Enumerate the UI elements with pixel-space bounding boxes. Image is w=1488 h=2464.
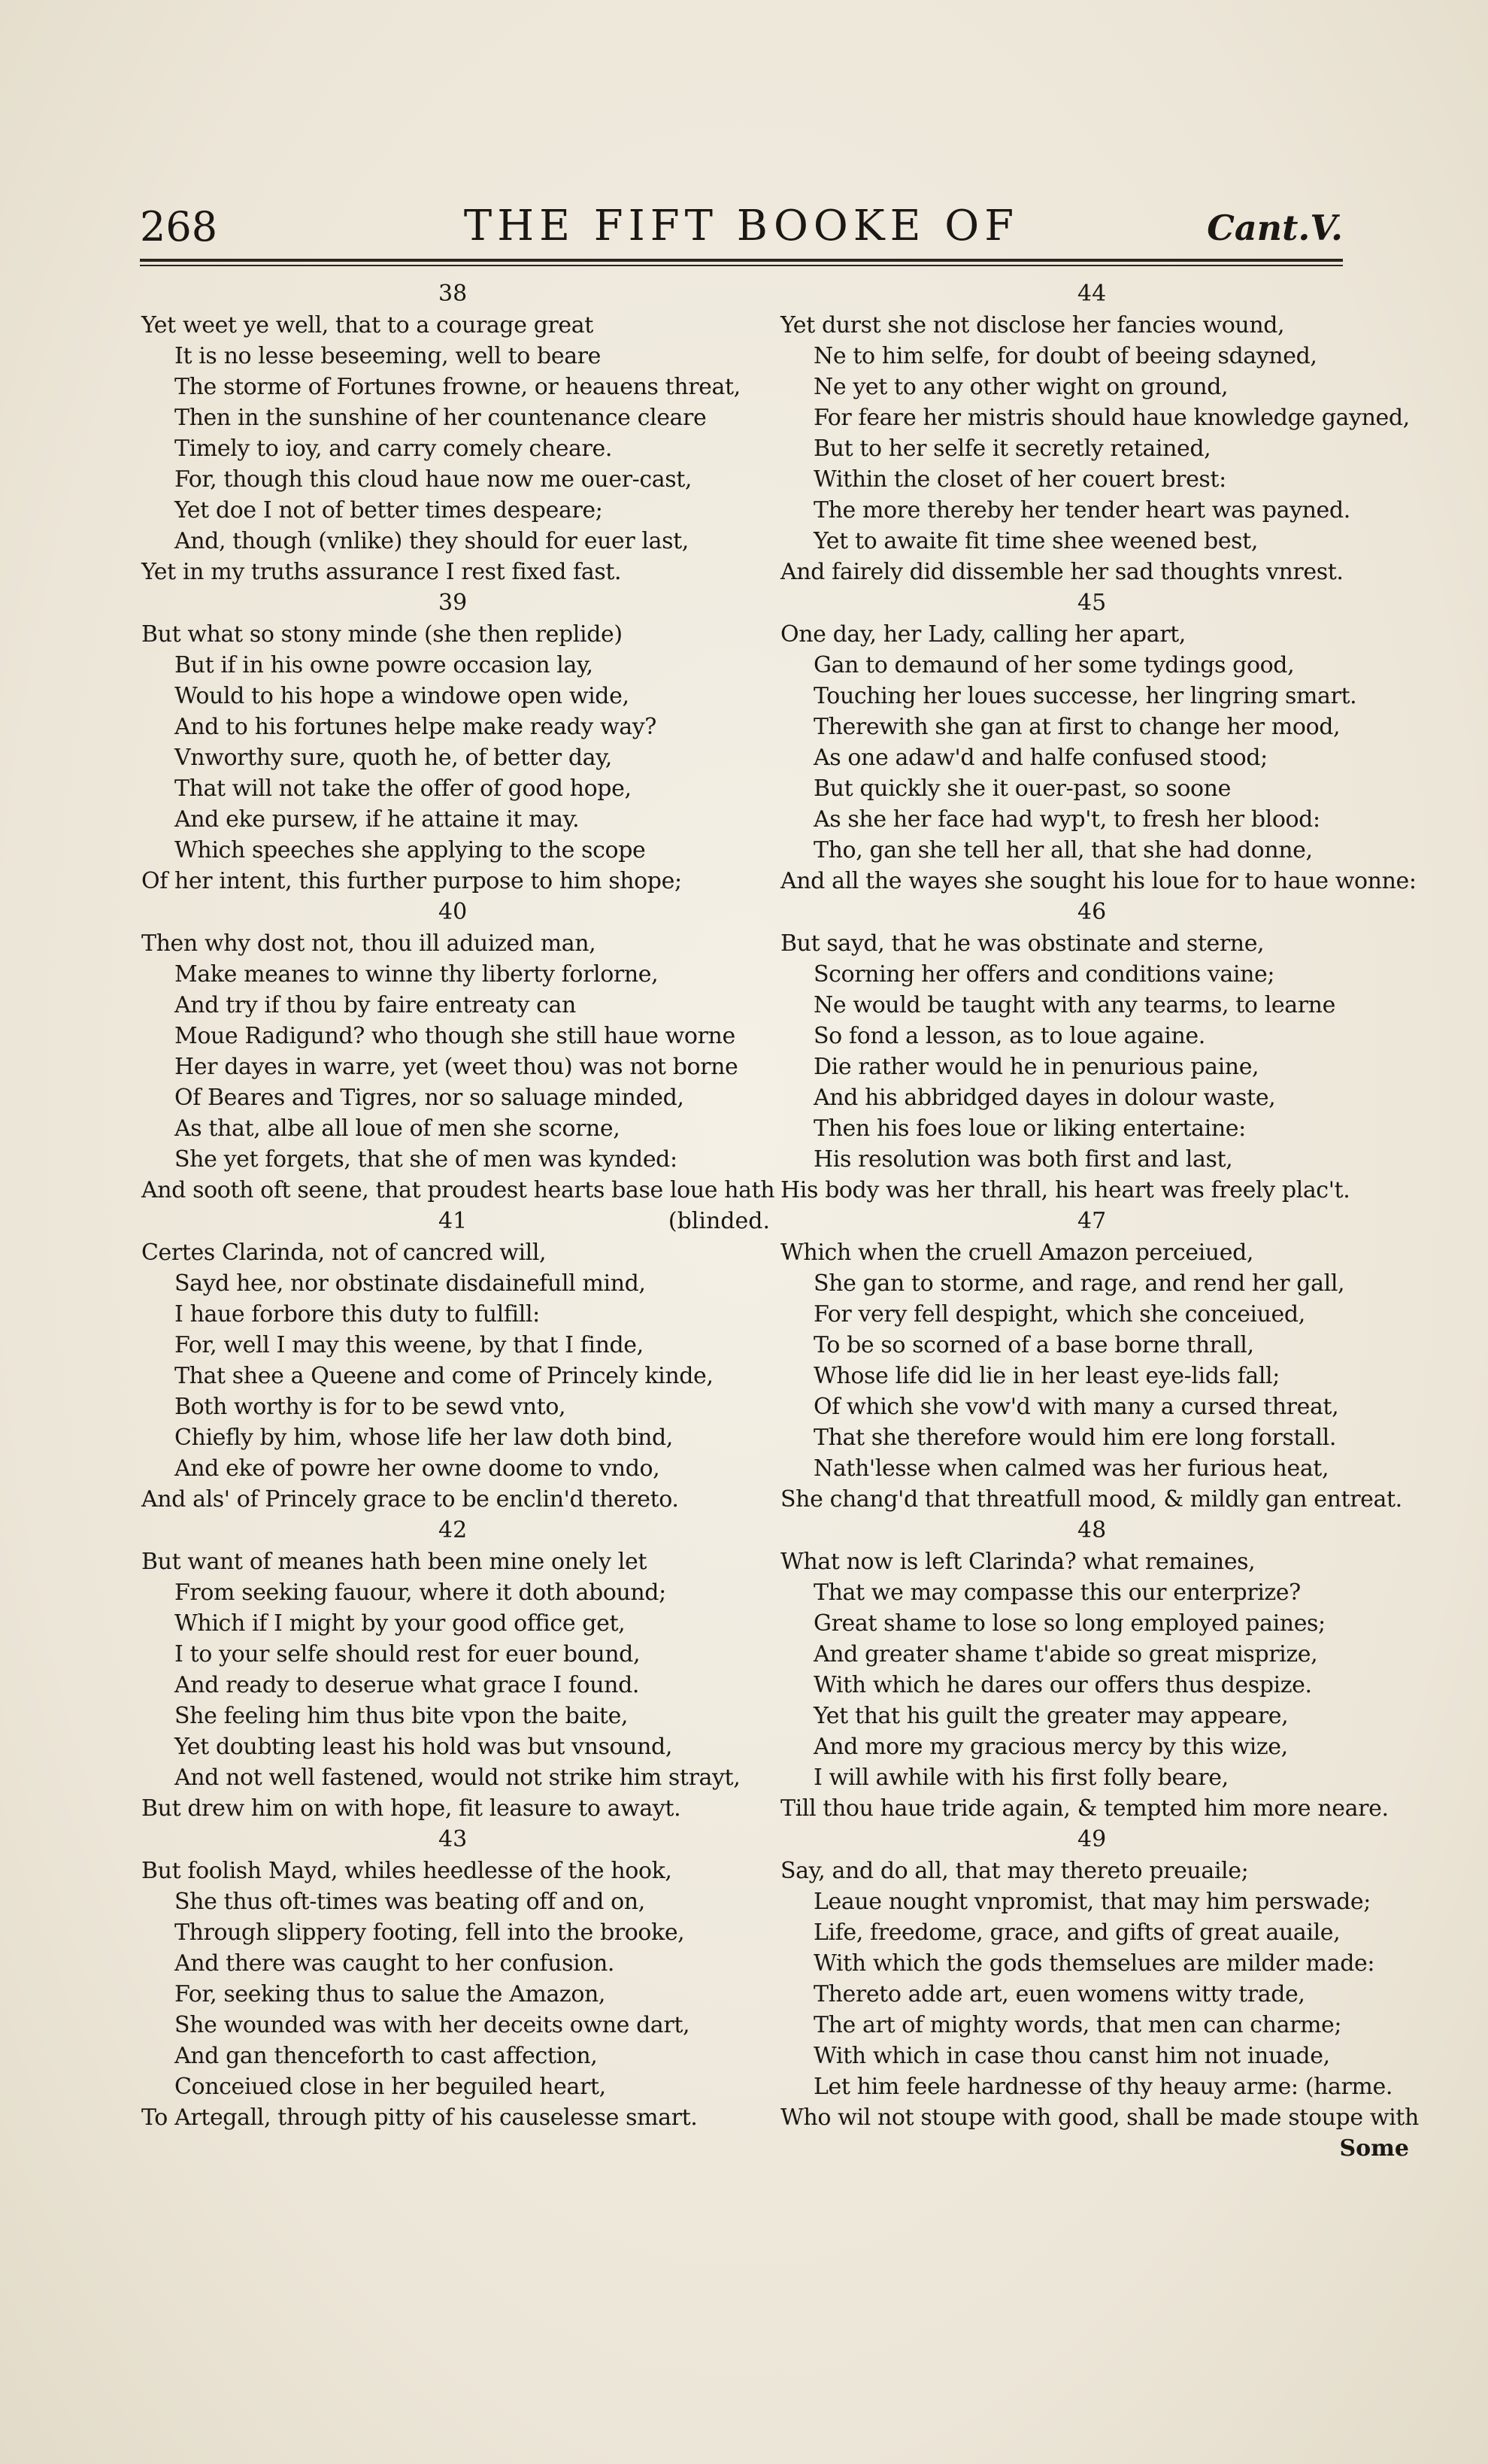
verse-line: Whose life did lie in her least eye-lids fall; [814,1363,1280,1389]
turnover-text: (blinded. [668,1208,770,1234]
verse-line: But sayd, that he was obstinate and sterne, [780,930,1265,957]
verse-line: Conceiued close in her beguiled heart, [174,2074,606,2100]
verse-line: And there was caught to her confusion. [174,1950,615,1977]
stanza-number-text: 38 [438,281,468,307]
verse-line: I will awhile with his first folly beare, [814,1765,1229,1791]
verse-line: For, well I may this weene, by that I finde, [174,1332,644,1358]
verse-line: Die rather would he in penurious paine, [814,1054,1259,1080]
verse-line: Nath'lesse when calmed was her furious heat, [814,1455,1329,1482]
verse-line: Which speeches she applying to the scope [174,837,646,863]
verse-line: And gan thenceforth to cast affection, [174,2043,598,2069]
verse-line: Moue Radigund? who though she still haue worne [174,1023,735,1049]
verse-line: Her dayes in warre, yet (weet thou) was not borne [174,1054,738,1080]
verse-line: It is no lesse beseeming, well to beare [174,343,601,369]
stanza [141,1515,773,1824]
verse-line: One day, her Lady, calling her apart, [780,621,1186,648]
verse-line: As one adaw'd and halfe confused stood; [814,745,1268,771]
verse-line: And fairely did dissemble her sad thoughts vnrest. [780,559,1344,585]
stanza [780,1206,1412,1515]
verse-line: Great shame to lose so long employed paines; [814,1610,1326,1637]
verse-line: Yet doe I not of better times despeare; [174,497,603,523]
verse-line: For, though this cloud haue now me ouer-cast, [174,466,692,493]
header-rule-thin [140,265,1343,266]
verse-line: Timely to ioy, and carry comely cheare. [174,435,612,462]
verse-line: And als' of Princely grace to be enclin'd thereto. [141,1486,679,1513]
verse-line: She chang'd that threatfull mood, & mildly gan entreat. [780,1486,1402,1513]
stanza [141,897,773,1206]
verse-line: She gan to storme, and rage, and rend her gall, [814,1270,1345,1297]
verse-line: With which he dares our offers thus despize. [814,1672,1312,1698]
verse-line: Who wil not stoupe with good, shall be made stoupe with [780,2104,1419,2131]
verse-line: But if in his owne powre occasion lay, [174,652,593,678]
verse-line: Scorning her offers and conditions vaine; [814,961,1275,988]
verse-line: That she therefore would him ere long forstall. [814,1425,1337,1451]
stanza-number [780,1515,1412,1546]
verse-line: I to your selfe should rest for euer bound, [174,1641,641,1667]
stanza [780,1824,1419,2133]
verse-line: Then in the sunshine of her countenance cleare [174,405,707,431]
verse-line: And not well fastened, would not strike him strayt, [174,1765,741,1791]
verse-line: The storme of Fortunes frowne, or heauens threat, [174,374,741,400]
verse-line: As that, albe all loue of men she scorne, [174,1115,620,1142]
stanza [141,1824,773,2133]
verse-line: Then his foes loue or liking entertaine: [814,1115,1246,1142]
verse-line: Make meanes to winne thy liberty forlorne, [174,961,659,988]
stanza [141,278,773,587]
verse-line: She thus oft-times was beating off and on, [174,1889,645,1915]
verse-line: And eke pursew, if he attaine it may. [174,806,580,833]
verse-line: Let him feele hardnesse of thy heauy arme: (harme. [814,2074,1393,2100]
verse-line: Leaue nought vnpromist, that may him perswade; [814,1889,1371,1915]
verse-line: Which when the cruell Amazon perceiued, [780,1240,1254,1266]
verse-line: As she her face had wyp't, to fresh her blood: [814,806,1320,833]
stanza [141,587,773,897]
verse-line: Yet durst she not disclose her fancies wound, [780,312,1285,338]
verse-line: Ne to him selfe, for doubt of beeing sdayned, [814,343,1317,369]
verse-line: The art of mighty words, that men can charme; [814,2012,1342,2038]
verse-line: Of which she vow'd with many a cursed threat, [814,1394,1339,1420]
stanza-number [141,278,773,310]
running-title: THE FIFT BOOKE OF [463,202,1020,250]
verse-line: Chiefly by him, whose life her law doth bind, [174,1425,673,1451]
verse-line: Of Beares and Tigres, nor so saluage minded, [174,1085,684,1111]
verse-line: And ready to deserue what grace I found. [174,1672,640,1698]
verse-line: Ne yet to any other wight on ground, [814,374,1229,400]
verse-line: With which in case thou canst him not inuade, [814,2043,1330,2069]
stanza-number-text: 45 [1077,590,1107,616]
stanza-number-text: 39 [438,590,468,616]
verse-line: For feare her mistris should haue knowledge gayned, [814,405,1410,431]
verse-line: Life, freedome, grace, and gifts of great auaile, [814,1919,1341,1946]
verse-line: But quickly she it ouer-past, so soone [814,775,1231,802]
stanza-number-text: 42 [438,1517,468,1543]
verse-line: And all the wayes she sought his loue for to haue wonne: [780,868,1417,894]
verse-line: Yet that his guilt the greater may appeare, [814,1703,1289,1729]
stanza-number [141,587,773,619]
verse-line: Say, and do all, that may thereto preuaile; [780,1858,1249,1884]
verse-line: Both worthy is for to be sewd vnto, [174,1394,566,1420]
stanza-number-text: 49 [1077,1826,1107,1853]
verse-line: Sayd hee, nor obstinate disdainefull mind, [174,1270,646,1297]
verse-line: Thereto adde art, euen womens witty trade, [814,1981,1305,2007]
stanza-number-text: 41 [438,1208,468,1234]
verse-line: And more my gracious mercy by this wize, [814,1734,1288,1760]
verse-line: For, seeking thus to salue the Amazon, [174,1981,606,2007]
verse-line: Yet doubting least his hold was but vnsound, [174,1734,672,1760]
verse-line: She feeling him thus bite vpon the baite, [174,1703,629,1729]
right-column [780,278,1419,2165]
stanza-number-text: 43 [438,1826,468,1853]
stanza-number [780,1824,1412,1856]
verse-line: To Artegall, through pitty of his causelesse smart. [141,2104,698,2131]
verse-line: Certes Clarinda, not of cancred will, [141,1240,547,1266]
verse-line: Touching her loues successe, her lingring smart. [814,683,1357,709]
stanza-number-text: 48 [1077,1517,1107,1543]
verse-line: Then why dost not, thou ill aduized man, [141,930,596,957]
verse-line: That we may compasse this our enterprize? [814,1579,1301,1606]
verse-line: Yet in my truths assurance I rest fixed fast. [141,559,622,585]
verse-line: So fond a lesson, as to loue againe. [814,1023,1205,1049]
verse-line: That will not take the offer of good hope, [174,775,632,802]
verse-line: And to his fortunes helpe make ready way? [174,714,656,740]
verse-line: The more thereby her tender heart was payned. [814,497,1350,523]
stanza-number-text: 46 [1077,899,1107,925]
verse-line: Would to his hope a windowe open wide, [174,683,629,709]
verse-line: And greater shame t'abide so great misprize, [814,1641,1318,1667]
verse-line: She wounded was with her deceits owne dart, [174,2012,690,2038]
verse-line: Ne would be taught with any tearms, to learne [814,992,1335,1018]
left-column [141,278,773,2133]
verse-line: Of her intent, this further purpose to him shope; [141,868,682,894]
stanza-number-text: 47 [1077,1208,1107,1234]
verse-line: Therewith she gan at first to change her mood, [814,714,1341,740]
stanza [780,897,1412,1206]
verse-line: And sooth oft seene, that proudest hearts base loue hath [141,1177,775,1203]
verse-line: But drew him on with hope, fit leasure to awayt. [141,1795,681,1822]
verse-line: And, though (vnlike) they should for euer last, [174,528,689,554]
verse-line: That shee a Queene and come of Princely kinde, [174,1363,714,1389]
verse-line: Yet to awaite fit time shee weened best, [814,528,1258,554]
verse-line: And try if thou by faire entreaty can [174,992,576,1018]
header-rule [140,259,1343,262]
stanza-number-text: 40 [438,899,468,925]
stanza-number-text: 44 [1077,281,1107,307]
verse-line: She yet forgets, that she of men was kynded: [174,1146,677,1173]
stanza [780,587,1417,897]
verse-line: With which the gods themselues are milder made: [814,1950,1375,1977]
verse-line: His body was her thrall, his heart was freely plac't. [780,1177,1350,1203]
verse-line: But foolish Mayd, whiles heedlesse of the hook, [141,1858,672,1884]
verse-line: His resolution was both first and last, [814,1146,1233,1173]
verse-line: Through slippery footing, fell into the brooke, [174,1919,685,1946]
verse-line: Till thou haue tride again, & tempted him more neare. [780,1795,1389,1822]
verse-line: Which if I might by your good office get, [174,1610,626,1637]
stanza-number [141,1206,773,1237]
verse-line: From seeking fauour, where it doth abound; [174,1579,666,1606]
verse-line: Tho, gan she tell her all, that she had donne, [814,837,1313,863]
catchword: Some [1339,2135,1409,2162]
stanza-number [780,897,1412,928]
verse-line: Gan to demaund of her some tydings good, [814,652,1295,678]
verse-line: Vnworthy sure, quoth he, of better day, [174,745,612,771]
verse-line: But to her selfe it secretly retained, [814,435,1211,462]
verse-line: To be so scorned of a base borne thrall, [814,1332,1254,1358]
verse-line: Yet weet ye well, that to a courage great [141,312,593,338]
stanza-number [780,1206,1412,1237]
verse-line: And his abbridged dayes in dolour waste, [814,1085,1276,1111]
stanza [780,278,1412,587]
verse-line: And eke of powre her owne doome to vndo, [174,1455,660,1482]
verse-line: Within the closet of her couert brest: [814,466,1226,493]
verse-line: What now is left Clarinda? what remaines, [780,1549,1256,1575]
stanza-number [780,587,1412,619]
stanza-number [141,1515,773,1546]
verse-line: But want of meanes hath been mine onely let [141,1549,647,1575]
stanza-number [141,897,773,928]
stanza [141,1206,773,1515]
verse-line: I haue forbore this duty to fulfill: [174,1301,540,1328]
page-number: 268 [140,203,218,250]
stanza-number [780,278,1412,310]
stanza [780,1515,1412,1824]
page-header [140,197,1343,257]
canto-mark: Cant.V. [1207,208,1343,248]
stanza-number [141,1824,773,1856]
verse-line: For very fell despight, which she conceiued, [814,1301,1305,1328]
verse-line: But what so stony minde (she then replide) [141,621,623,648]
